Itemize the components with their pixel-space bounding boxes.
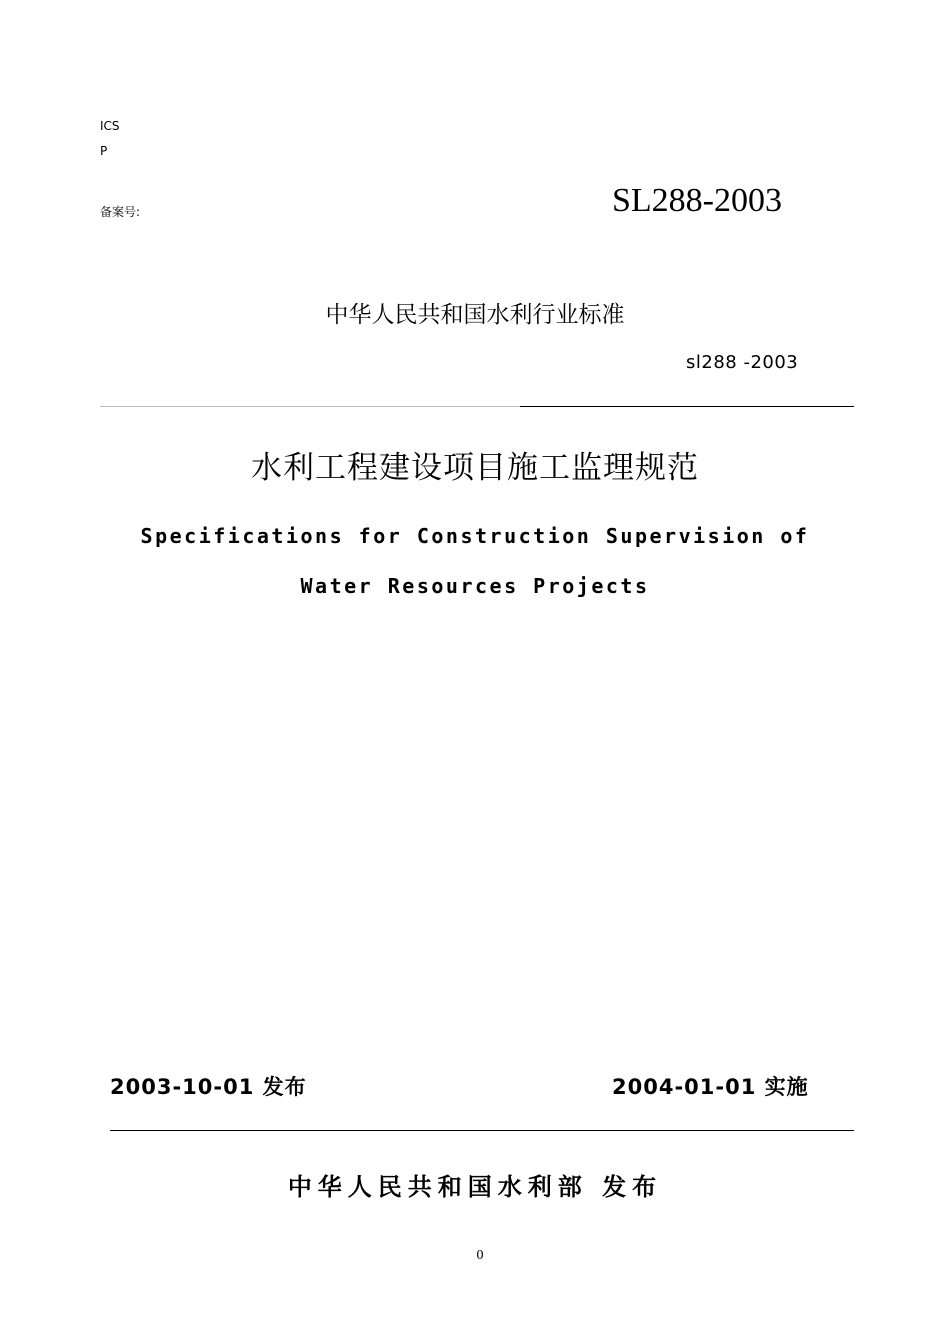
page-number: 0 — [476, 1248, 484, 1263]
ics-code: ICS — [100, 119, 120, 133]
industry-standard-line: 中华人民共和国水利行业标准 — [325, 302, 625, 328]
document-title-english-line2: Water Resources Projects — [300, 574, 650, 598]
document-title-english-line1: Specifications for Construction Supervision of — [140, 524, 810, 548]
issuing-authority: 中华人民共和国水利部 发布 — [287, 1173, 663, 1201]
standard-number-header: SL288-2003 — [612, 182, 782, 219]
divider-upper-right — [520, 406, 854, 407]
effective-date: 2004-01-01 实施 — [612, 1075, 809, 1099]
p-code: P — [100, 144, 108, 158]
document-title-chinese: 水利工程建设项目施工监理规范 — [251, 450, 699, 486]
divider-lower — [110, 1130, 854, 1131]
divider-upper-left — [100, 406, 520, 407]
publish-date: 2003-10-01 发布 — [110, 1075, 307, 1099]
standard-number: sl288 -2003 — [686, 352, 799, 373]
record-number-label: 备案号: — [100, 205, 141, 219]
